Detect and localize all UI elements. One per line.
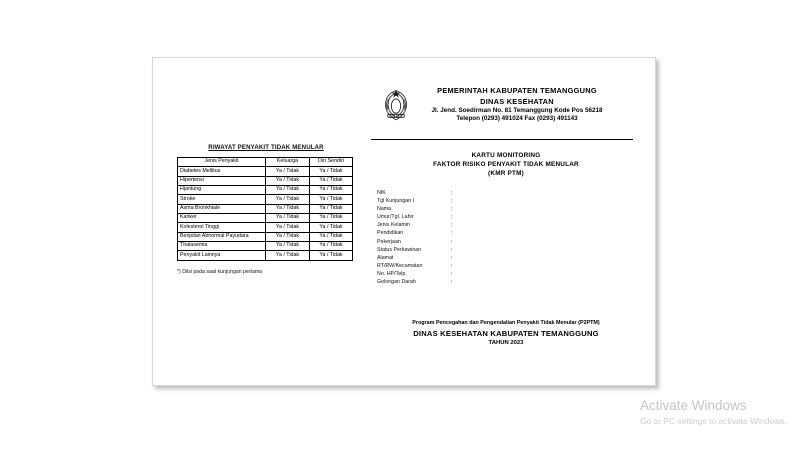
cell-disease: Diabetes Mellitus — [178, 167, 266, 176]
field-umur-tgl-lahir — [377, 215, 641, 223]
field-label: Alamat — [377, 254, 394, 261]
table-row — [178, 251, 353, 260]
field-label: Status Perkawinan — [377, 246, 422, 253]
field-golongan-darah — [377, 280, 641, 288]
riwayat-table — [177, 157, 353, 261]
document-page — [152, 57, 656, 386]
table-row — [178, 195, 353, 204]
cell-disease: Penyakit Lainnya — [178, 251, 266, 260]
cell-keluarga[interactable]: Ya / Tidak — [266, 176, 310, 185]
table-header-row — [178, 158, 353, 167]
document-footer — [371, 320, 641, 346]
field-colon: : — [451, 198, 453, 205]
cell-disease: Hjantung — [178, 185, 266, 194]
table-row — [178, 176, 353, 185]
field-colon: : — [451, 279, 453, 286]
col-header-jenis-penyakit: Jenis Penyakit — [178, 158, 266, 167]
riwayat-section — [177, 144, 355, 275]
cell-disease: Kolesterol Tinggi — [178, 223, 266, 232]
field-jenis-kelamin — [377, 223, 641, 231]
cell-keluarga[interactable]: Ya / Tidak — [266, 251, 310, 260]
letterhead-line-3: Jl. Jend. Soedirman No. 81 Temanggung Kode Pos 56218 — [431, 107, 603, 114]
field-colon: : — [451, 270, 453, 277]
footer-line-2: DINAS KESEHATAN KABUPATEN TEMANGGUNG — [413, 328, 599, 338]
table-row — [178, 241, 353, 250]
cell-keluarga[interactable]: Ya / Tidak — [266, 223, 310, 232]
cell-disease: Stroke — [178, 195, 266, 204]
col-header-diri-sendiri: Diri Sendiri — [310, 158, 353, 167]
field-colon: : — [451, 190, 453, 196]
table-row — [178, 167, 353, 176]
field-colon: : — [451, 238, 453, 245]
letterhead — [371, 86, 641, 134]
cell-disease: Kanker — [178, 213, 266, 222]
cell-disease: Thalasemia — [178, 241, 266, 250]
identity-fields — [371, 191, 641, 288]
cell-keluarga[interactable]: Ya / Tidak — [266, 213, 310, 222]
cell-keluarga[interactable]: Ya / Tidak — [266, 241, 310, 250]
letterhead-line-2: DINAS KESEHATAN — [480, 96, 554, 106]
footer-line-1: Program Pencegahan dan Pengendalian Penyakit Tidak Menular (P2PTM) — [412, 320, 600, 326]
cell-diri-sendiri[interactable]: Ya / Tidak — [310, 232, 353, 241]
cell-diri-sendiri[interactable]: Ya / Tidak — [310, 241, 353, 250]
cell-diri-sendiri[interactable]: Ya / Tidak — [310, 167, 353, 176]
field-label: Pekerjaan — [377, 238, 401, 245]
field-label: Pendidikan — [377, 230, 404, 237]
cell-keluarga[interactable]: Ya / Tidak — [266, 195, 310, 204]
cell-keluarga[interactable]: Ya / Tidak — [266, 167, 310, 176]
field-no-hp-telp — [377, 272, 641, 280]
table-row — [178, 232, 353, 241]
watermark-subtitle: Go to PC settings to activate Windows. — [640, 415, 787, 426]
card-title-line-2: FAKTOR RISIKO PENYAKIT TIDAK MENULAR — [433, 161, 579, 168]
letterhead-section — [371, 86, 641, 288]
field-colon: : — [451, 262, 453, 269]
cell-diri-sendiri[interactable]: Ya / Tidak — [310, 204, 353, 213]
cell-keluarga[interactable]: Ya / Tidak — [266, 204, 310, 213]
field-colon: : — [451, 254, 453, 261]
card-title-line-3: (KMR PTM) — [488, 170, 524, 177]
cell-disease: Hipertensi — [178, 176, 266, 185]
col-header-keluarga: Keluarga — [266, 158, 310, 167]
cell-disease: Benjolan Abnormal Payudara — [178, 232, 266, 241]
watermark-title: Activate Windows — [640, 398, 747, 413]
field-label: NIK — [377, 190, 386, 196]
cell-keluarga[interactable]: Ya / Tidak — [266, 232, 310, 241]
footer-line-3: TAHUN 2023 — [488, 340, 524, 346]
field-colon: : — [451, 246, 453, 253]
field-pendidikan — [377, 231, 641, 239]
letterhead-text — [371, 86, 641, 122]
table-row — [178, 213, 353, 222]
field-label: Nama — [377, 206, 392, 213]
field-colon: : — [451, 230, 453, 237]
riwayat-footnote: *) Diisi pada saat kunjungan pertama — [177, 268, 263, 275]
field-colon: : — [451, 206, 453, 213]
windows-activation-watermark — [640, 398, 790, 427]
cell-diri-sendiri[interactable]: Ya / Tidak — [310, 213, 353, 222]
field-nik — [377, 191, 641, 199]
field-label: Tgl Kunjungan I — [377, 198, 415, 205]
letterhead-line-1: PEMERINTAH KABUPATEN TEMANGGUNG — [437, 86, 597, 95]
field-label: Jenis Kelamin — [377, 222, 410, 229]
field-nama — [377, 207, 641, 215]
letterhead-line-4: Telepon (0293) 491024 Fax (0293) 491143 — [456, 115, 578, 122]
field-label: Umur/Tgl. Lahir — [377, 214, 414, 221]
field-label: Golongan Darah — [377, 279, 416, 286]
cell-diri-sendiri[interactable]: Ya / Tidak — [310, 251, 353, 260]
table-row — [178, 185, 353, 194]
cell-diri-sendiri[interactable]: Ya / Tidak — [310, 176, 353, 185]
cell-diri-sendiri[interactable]: Ya / Tidak — [310, 195, 353, 204]
field-status-perkawinan — [377, 248, 641, 256]
cell-disease: Asma Bronkhiale — [178, 204, 266, 213]
field-colon: : — [451, 222, 453, 229]
garuda-pancasila-emblem-icon — [382, 89, 410, 122]
table-row — [178, 204, 353, 213]
card-title — [371, 152, 641, 177]
cell-keluarga[interactable]: Ya / Tidak — [266, 185, 310, 194]
field-label: No. HP/Telp. — [377, 270, 407, 277]
field-rt-rw-kecamatan — [377, 264, 641, 272]
riwayat-title: RIWAYAT PENYAKIT TIDAK MENULAR — [208, 144, 324, 151]
field-colon: : — [451, 214, 453, 221]
letterhead-divider — [371, 139, 633, 140]
table-row — [178, 223, 353, 232]
field-label: RT/RW/Kecamatan — [377, 262, 423, 269]
card-title-line-1: KARTU MONITORING — [471, 152, 541, 159]
field-tgl-kunjungan-i — [377, 199, 641, 207]
cell-diri-sendiri[interactable]: Ya / Tidak — [310, 185, 353, 194]
cell-diri-sendiri[interactable]: Ya / Tidak — [310, 223, 353, 232]
